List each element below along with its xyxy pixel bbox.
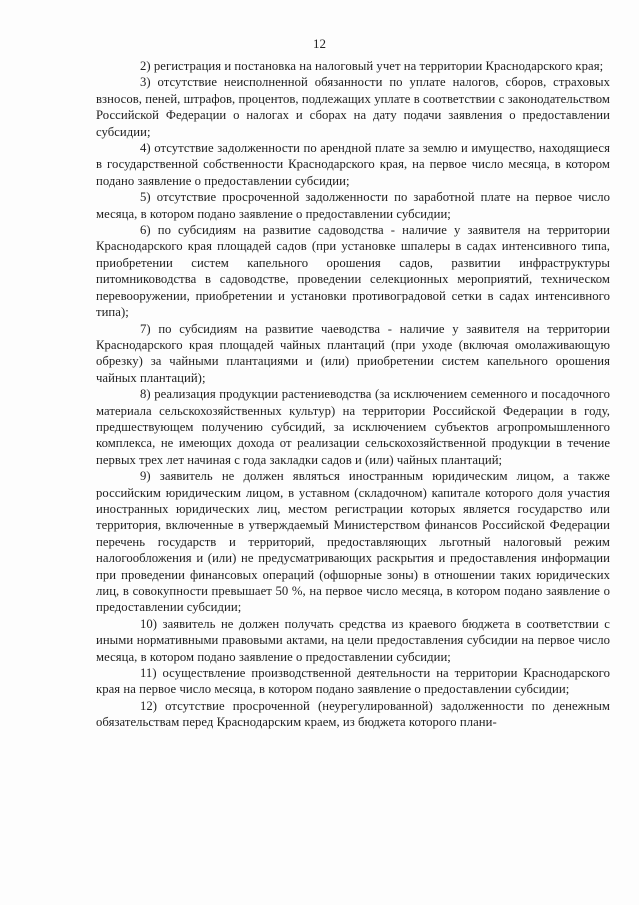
- paragraph-item-11: 11) осуществление производственной деятельности на территории Краснодарского края на первое число месяца, в котором подано заявление о предоставлении субсидии;: [96, 666, 610, 697]
- paragraph-item-10: 10) заявитель не должен получать средства из краевого бюджета в соответствии с иными нормативными правовыми актами, на цели предоставления субсидии на первое число месяца, в котором подано заявление о предоставлении субсидии;: [96, 616, 610, 664]
- paragraph-item-2: 2) регистрация и постановка на налоговый учет на территории Краснодарского края;: [140, 59, 604, 73]
- paragraph-item-12: 12) отсутствие просроченной (неурегулированной) задолженности по денежным обязательствам перед Краснодарским краем, из бюджета которого плани-: [96, 698, 610, 730]
- paragraph-item-3: 3) отсутствие неисполненной обязанности по уплате налогов, сборов, страховых взносов, пеней, штрафов, процентов, подлежащих уплате в соответствии с законодательством Российской Федерации о налогах и сборах на дату подачи заявления о предоставлении субсидии;: [96, 75, 610, 139]
- paragraph-item-9: 9) заявитель не должен являться иностранным юридическим лицом, а также российским юридическим лицом, в уставном (складочном) капитале которого доля участия иностранных юридических лиц, местом регистрации которых является государство или территория, включенные в утверждаемый Министерством финансов Российской Федерации перечень государств и территорий, предоставляющих льготный налоговый режим налогообложения и (или) не предусматривающих раскрытия и предоставления информации при проведении финансовых операций (офшорные зоны) в отношении таких юридических лиц, в совокупности превышает 50 %, на первое число месяца, в котором подано заявление о предоставлении субсидии;: [96, 469, 610, 615]
- paragraph-item-4: 4) отсутствие задолженности по арендной плате за землю и имущество, находящиеся в государственной собственности Краснодарского края, на первое число месяца, в котором подано заявление о предоставлении субсидии;: [96, 141, 610, 188]
- page-number: 12: [313, 36, 326, 51]
- paragraph-item-8: 8) реализация продукции растениеводства (за исключением семенного и посадочного материала сельскохозяйственных культур) на территории Российской Федерации в году, предшествующем получению субсидий, за исключением субъектов агропромышленного комплекса, не имеющих дохода от реализации сельскохозяйственной продукции в течение первых трех лет начиная с года закладки садов и (или) чайных плантаций;: [96, 387, 610, 467]
- paragraph-item-5: 5) отсутствие просроченной задолженности по заработной плате на первое число месяца, в котором подано заявление о предоставлении субсидии;: [96, 190, 610, 221]
- paragraph-item-7: 7) по субсидиям на развитие чаеводства - наличие у заявителя на территории Краснодарского края площадей чайных плантаций (при уходе (включая омолаживающую обрезку) за чайными плантациями и (или) приобретении систем капельного орошения чайных плантаций);: [96, 321, 610, 385]
- paragraph-item-6: 6) по субсидиям на развитие садоводства - наличие у заявителя на территории Краснодарского края площадей садов (при установке шпалеры в садах интенсивного типа, приобретении систем капельного орошения садов, развитии инфраструктуры питомниководства в садоводстве, проведении селекционных мероприятий, техническом перевооружении, приобретении и установки противоградовой сетки в садах интенсивного типа);: [96, 223, 610, 320]
- document-body: [96, 58, 610, 731]
